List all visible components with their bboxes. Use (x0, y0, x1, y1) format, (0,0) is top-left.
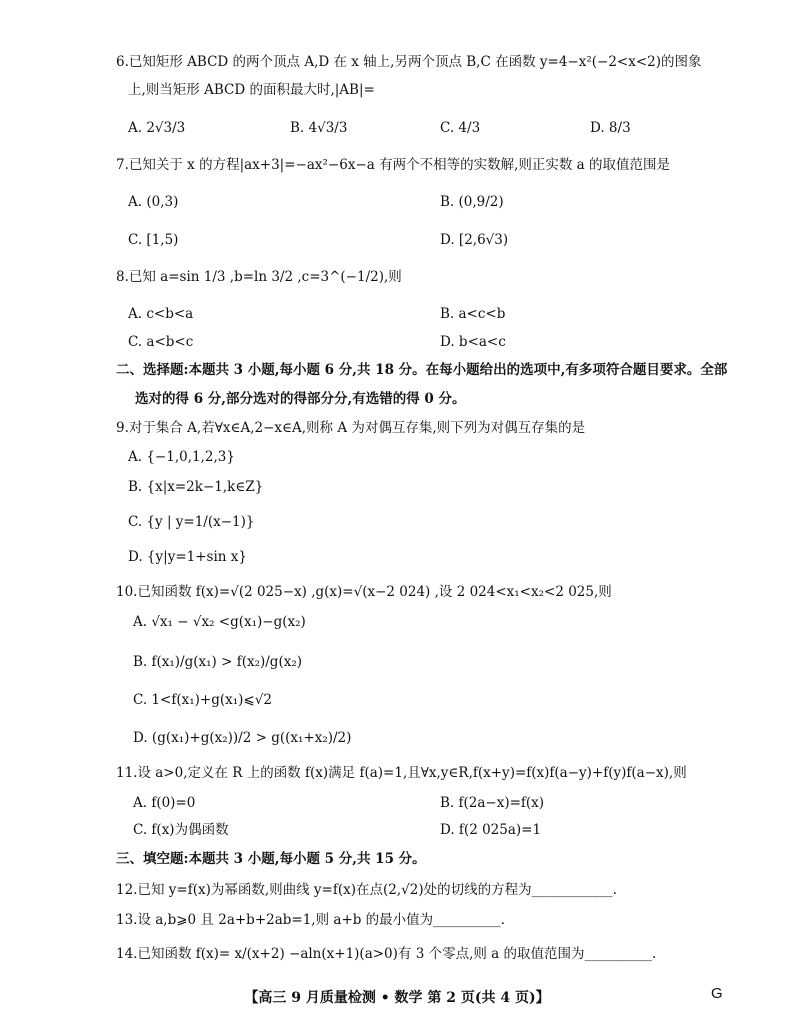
q8-stem: 8.已知 a=sin 1/3 ,b=ln 3/2 ,c=3^(−1/2),则 (116, 269, 402, 285)
q11-option-a: A. f(0)=0 (133, 795, 196, 811)
section2-heading-line2: 选对的得 6 分,部分选对的得部分分,有选错的得 0 分。 (135, 391, 466, 407)
page-footer: 【高三 9 月质量检测 • 数学 第 2 页(共 4 页)】 (244, 990, 550, 1006)
q9-option-b: B. {x|x=2k−1,k∈Z} (128, 479, 264, 495)
q7-option-b: B. (0,9/2) (440, 194, 504, 210)
q10-option-a: A. √x₁ − √x₂ <g(x₁)−g(x₂) (133, 614, 306, 630)
q8-option-b: B. a<c<b (440, 306, 506, 322)
q6-option-d: D. 8/3 (590, 120, 631, 136)
q11-option-d: D. f(2 025a)=1 (440, 822, 542, 838)
q14-stem: 14.已知函数 f(x)= x/(x+2) −aln(x+1)(a>0)有 3 个零点,则 a 的取值范围为__________. (116, 946, 657, 962)
q7-option-d: D. [2,6√3) (440, 232, 509, 248)
q7-option-c: C. [1,5) (128, 232, 179, 248)
q6-stem-line1: 6.已知矩形 ABCD 的两个顶点 A,D 在 x 轴上,另两个顶点 B,C 在函数 y=4−x²(−2<x<2)的图象 (116, 54, 702, 70)
q10-stem: 10.已知函数 f(x)=√(2 025−x) ,g(x)=√(x−2 024) ,设 2 024<x₁<x₂<2 025,则 (116, 584, 612, 600)
q11-option-c: C. f(x)为偶函数 (133, 822, 229, 838)
q8-option-a: A. c<b<a (128, 306, 194, 322)
q9-option-d: D. {y|y=1+sin x} (128, 549, 247, 565)
section2-heading-line1: 二、选择题:本题共 3 小题,每小题 6 分,共 18 分。在每小题给出的选项中,有多项符合题目要求。全部 (116, 362, 728, 378)
q6-stem-line2: 上,则当矩形 ABCD 的面积最大时,|AB|= (128, 82, 375, 98)
q9-option-a: A. {−1,0,1,2,3} (128, 449, 235, 465)
q11-option-b: B. f(2a−x)=f(x) (440, 795, 545, 811)
q10-option-d: D. (g(x₁)+g(x₂))/2 > g((x₁+x₂)/2) (133, 730, 352, 746)
q6-option-a: A. 2√3/3 (128, 120, 186, 136)
q10-option-b: B. f(x₁)/g(x₁) > f(x₂)/g(x₂) (133, 654, 303, 670)
section3-heading: 三、填空题:本题共 3 小题,每小题 5 分,共 15 分。 (116, 851, 426, 867)
q10-option-c: C. 1<f(x₁)+g(x₁)⩽√2 (133, 692, 272, 708)
q7-option-a: A. (0,3) (128, 194, 179, 210)
q12-stem: 12.已知 y=f(x)为幂函数,则曲线 y=f(x)在点(2,√2)处的切线的方程为____________. (116, 882, 617, 898)
q6-option-b: B. 4√3/3 (290, 120, 348, 136)
q9-option-c: C. {y | y=1/(x−1)} (128, 514, 255, 530)
q11-stem: 11.设 a>0,定义在 R 上的函数 f(x)满足 f(a)=1,且∀x,y∈R,f(x+y)=f(x)f(a−y)+f(y)f(a−x),则 (116, 765, 687, 781)
q8-option-d: D. b<a<c (440, 334, 506, 350)
q6-option-c: C. 4/3 (440, 120, 481, 136)
q8-option-c: C. a<b<c (128, 334, 194, 350)
q13-stem: 13.设 a,b⩾0 且 2a+b+2ab=1,则 a+b 的最小值为__________. (116, 912, 505, 928)
q9-stem: 9.对于集合 A,若∀x∈A,2−x∈A,则称 A 为对偶互存集,则下列为对偶互存集的是 (116, 420, 586, 436)
paper-version-mark: G (711, 985, 723, 1002)
q7-stem: 7.已知关于 x 的方程|ax+3|=−ax²−6x−a 有两个不相等的实数解,则正实数 a 的取值范围是 (116, 157, 671, 173)
